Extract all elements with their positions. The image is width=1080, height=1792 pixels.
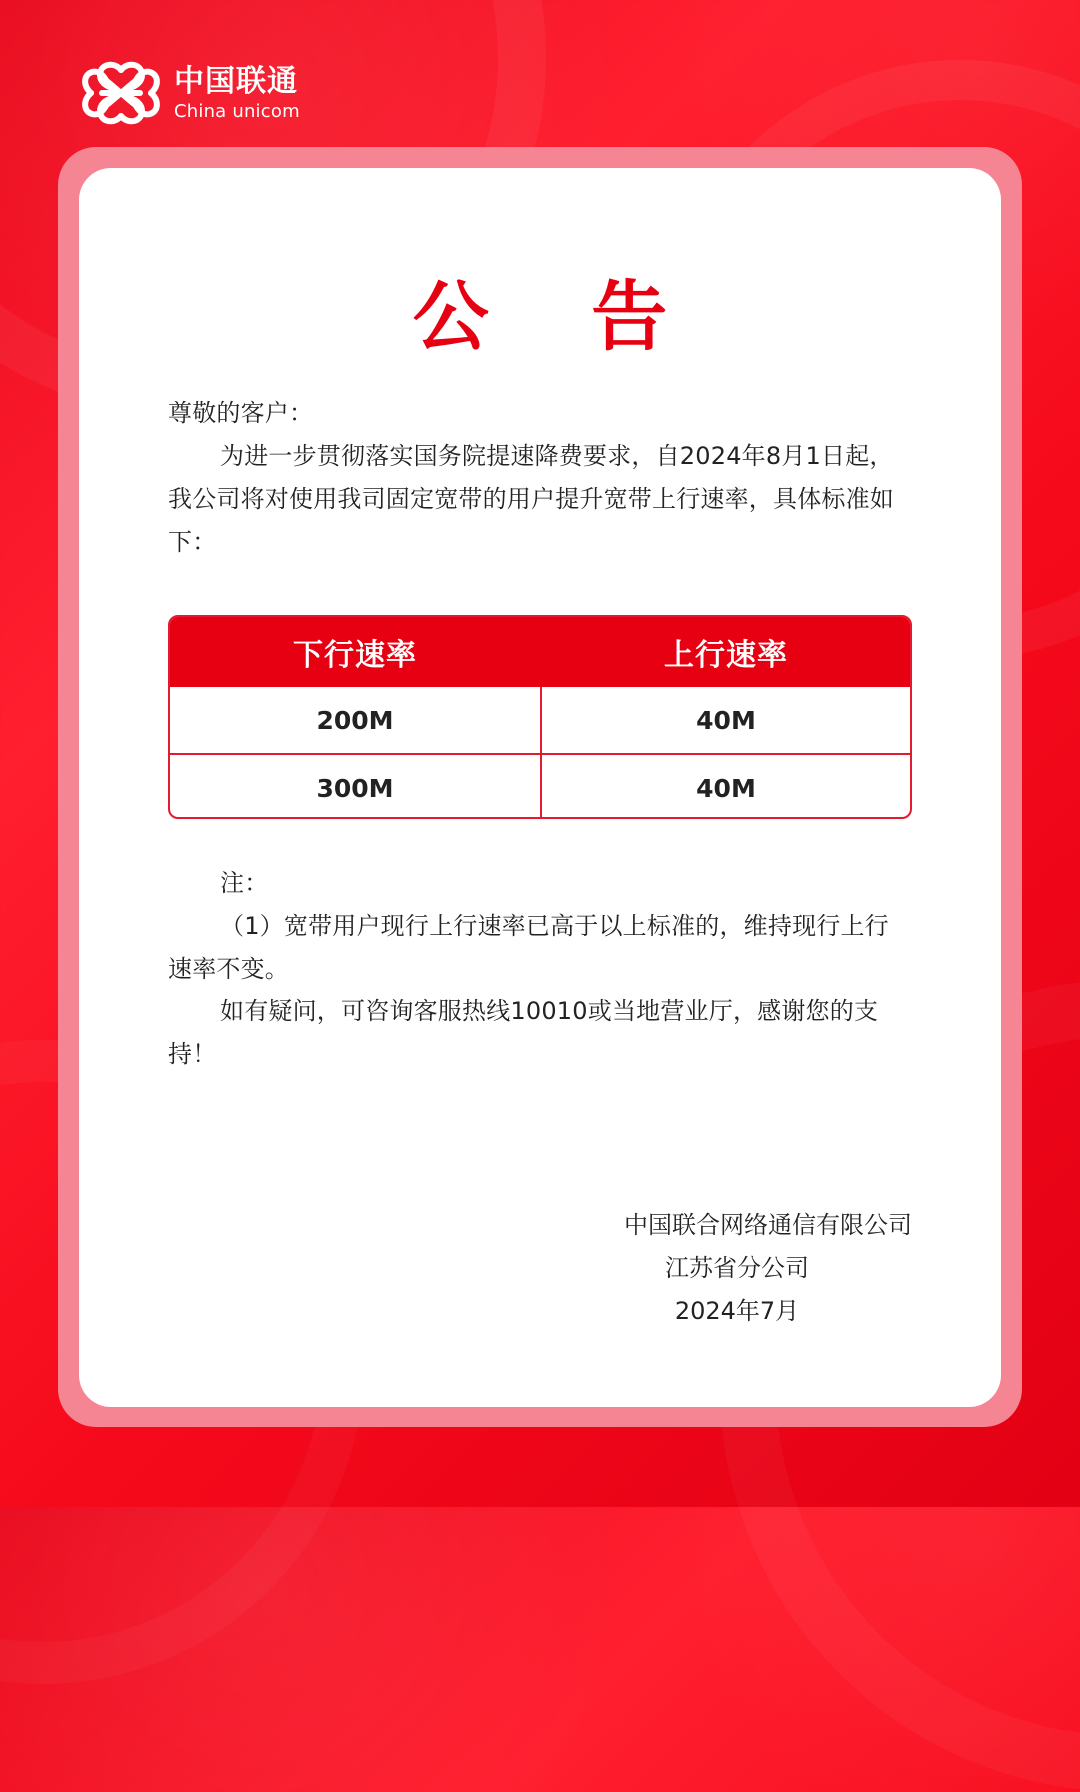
note-title: 注： — [220, 869, 269, 897]
downstream-speed-header: 下行速率 — [293, 638, 417, 673]
downstream-speed-value: 300M — [316, 773, 394, 803]
notice-title: 公 告 — [412, 272, 706, 361]
upstream-speed-value: 40M — [540, 755, 910, 819]
table-row — [170, 687, 910, 753]
signature-date: 2024年7月 — [674, 1297, 800, 1325]
brand-text — [174, 64, 300, 122]
speed-standard-table — [168, 615, 912, 819]
upstream-speed-header: 上行速率 — [540, 617, 910, 687]
notice-signature — [562, 1204, 912, 1333]
notice-greeting: 尊敬的客户： — [168, 399, 314, 427]
speed-table-header — [170, 617, 910, 687]
signature-company: 中国联合网络通信有限公司 — [624, 1211, 912, 1239]
china-unicom-logo-icon — [78, 58, 164, 128]
signature-branch: 江苏省分公司 — [665, 1254, 809, 1282]
brand-logo — [78, 56, 328, 130]
upstream-speed-value: 40M — [540, 687, 910, 753]
brand-name-en: China unicom — [174, 101, 300, 122]
downstream-speed-value: 200M — [316, 705, 394, 735]
table-row — [170, 753, 910, 819]
contact-message: 如有疑问，可咨询客服热线10010或当地营业厅，感谢您的支持！ — [168, 997, 879, 1068]
note-item: （1）宽带用户现行上行速率已高于以上标准的，维持现行上行速率不变。 — [168, 912, 889, 983]
notice-intro: 为进一步贯彻落实国务院提速降费要求，自2024年8月1日起，我公司将对使用我司固定宽带的用户提升宽带上行速率，具体标准如下： — [168, 442, 894, 556]
brand-name-cn: 中国联通 — [174, 64, 298, 99]
